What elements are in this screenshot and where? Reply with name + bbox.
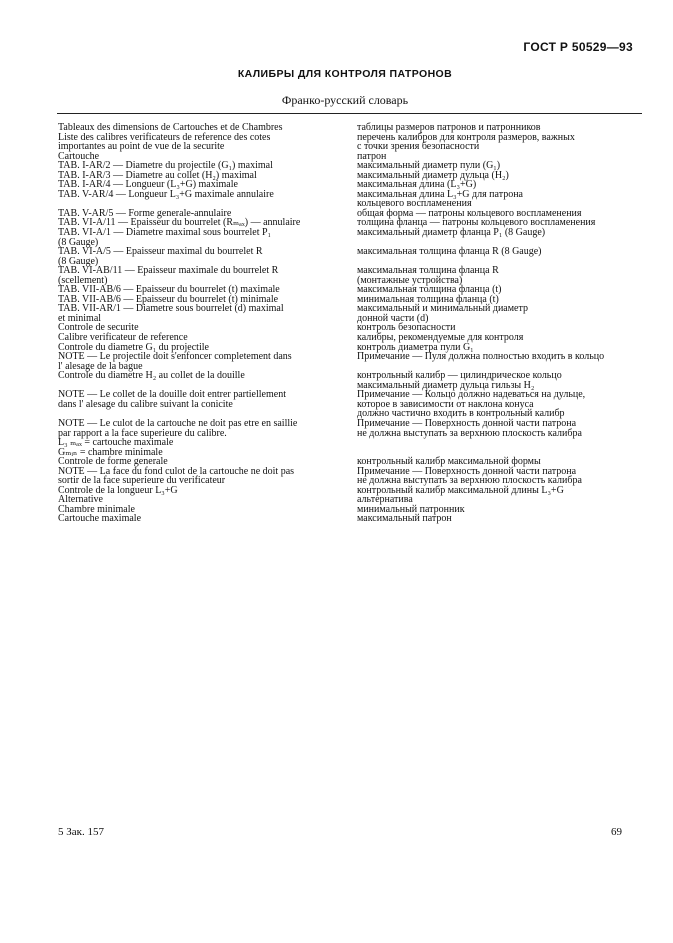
russian-term: толщина фланца — патроны кольцевого воспламенения	[357, 217, 596, 229]
french-term: Controle du diametre G₁ du projectile	[58, 341, 209, 353]
russian-term: Примечание — Кольцо должно надеваться на дульце,	[357, 389, 586, 401]
russian-term: контрольный калибр максимальной формы	[357, 456, 541, 468]
page-number: 69	[611, 826, 622, 838]
russian-term: должно частично входить в контрольный калибр	[357, 408, 565, 420]
russian-term: общая форма — патроны кольцевого воспламенения	[357, 207, 582, 219]
french-term: (8 Gauge)	[58, 236, 99, 248]
russian-term: максимальный диаметр фланца P₁ (8 Gauge)	[357, 227, 546, 239]
russian-term: патрон	[357, 150, 387, 162]
french-term: TAB. I-AR/4 — Longueur (L₃+G) maximale	[58, 179, 238, 191]
french-term: TAB. VII-AB/6 — Epaisseur du bourrelet (t) maximale	[58, 284, 280, 296]
french-term: Controle de la longueur L₃+G	[58, 484, 178, 496]
french-term: (8 Gauge)	[58, 255, 99, 267]
russian-term: минимальный патронник	[357, 503, 465, 515]
french-term: TAB. I-AR/2 — Diametre du projectile (G₁) maximal	[58, 160, 273, 172]
french-term: L₃ ₘₐₓ = cartouche maximale	[58, 437, 174, 449]
french-term: Cartouche	[58, 150, 100, 162]
french-term: Controle de securite	[58, 322, 139, 334]
russian-term: максимальный патрон	[357, 513, 452, 525]
russian-term: контроль диаметра пули G₁	[357, 341, 474, 353]
russian-term: максимальный диаметр дульца (H₂)	[357, 169, 509, 181]
french-term: TAB. VI-AB/11 — Epaisseur maximale du bourrelet R	[58, 265, 279, 277]
russian-term: максимальная длина (L₃+G)	[357, 179, 477, 191]
french-term: NOTE — Le projectile doit s'enfoncer completement dans	[58, 351, 292, 363]
french-term: l' alesage de la bague	[58, 360, 143, 372]
order-number: 5 Зак. 157	[58, 826, 104, 838]
standard-number: ГОСТ Р 50529—93	[523, 40, 633, 54]
french-term: TAB. VI-A/5 — Epaisseur maximal du bourrelet R	[58, 246, 263, 258]
russian-term: максимальная толщина фланца (t)	[357, 284, 502, 296]
russian-term: с точки зрения безопасности	[357, 141, 480, 153]
french-term: dans l' alesage du calibre suivant la conicite	[58, 398, 233, 410]
french-term: Gₘᵢₙ = chambre minimale	[58, 446, 163, 458]
page-title: КАЛИБРЫ ДЛЯ КОНТРОЛЯ ПАТРОНОВ	[237, 68, 453, 80]
russian-term: максимальный диаметр пули (G₁)	[357, 160, 501, 172]
russian-term	[357, 438, 657, 448]
russian-term: Примечание — Поверхность донной части патрона	[357, 465, 577, 477]
russian-term: альтернатива	[357, 494, 413, 506]
french-term: Liste des calibres verificateurs de reference des cotes	[58, 131, 271, 143]
french-column	[58, 123, 338, 524]
russian-term: Примечание — Поверхность донной части патрона	[357, 417, 577, 429]
divider	[57, 113, 642, 114]
russian-term: контрольный калибр максимальной длины L₃+G	[357, 484, 564, 496]
russian-term: максимальная длина L₃+G для патрона	[357, 188, 523, 200]
russian-term: максимальная толщина фланца R (8 Gauge)	[357, 246, 542, 258]
russian-term: Примечание — Пуля должна полностью входить в кольцо	[357, 351, 605, 363]
russian-term: калибры, рекомендуемые для контроля	[357, 332, 524, 344]
french-term: Chambre minimale	[58, 503, 135, 515]
russian-term: контрольный калибр — цилиндрическое кольцо	[357, 370, 562, 382]
russian-term: таблицы размеров патронов и патронников	[357, 122, 541, 133]
french-term: Calibre verificateur de reference	[58, 332, 188, 344]
french-term: NOTE — Le collet de la douille doit entrer partiellement	[58, 389, 286, 401]
french-term: TAB. VII-AB/6 — Epaisseur du bourrelet (t) minimale	[58, 293, 279, 305]
russian-term: которое в зависимости от наклона конуса	[357, 398, 534, 410]
french-term: TAB. V-AR/5 — Forme generale-annulaire	[58, 207, 232, 219]
russian-term: не должна выступать за верхнюю плоскость калибра	[357, 475, 582, 487]
french-term: TAB. VI-A/11 — Epaisseur du bourrelet (Rₘₐₓ) — annulaire	[58, 217, 301, 229]
french-term: Controle de forme generale	[58, 456, 168, 468]
russian-term: кольцевого воспламенения	[357, 198, 472, 210]
russian-term: перечень калибров для контроля размеров, важных	[357, 131, 575, 143]
french-term: importantes au point de vue de la securite	[58, 141, 225, 153]
russian-term: контроль безопасности	[357, 322, 456, 334]
page-subtitle: Франко-русский словарь	[281, 93, 409, 107]
french-term: Tableaux des dimensions de Cartouches et de Chambres	[58, 122, 283, 133]
french-term: et minimal	[58, 312, 102, 324]
french-term: NOTE — Le culot de la cartouche ne doit pas etre en saillie	[58, 417, 298, 429]
russian-column	[357, 123, 657, 524]
russian-term: максимальная толщина фланца R	[357, 265, 499, 277]
russian-term: максимальный и минимальный диаметр	[357, 303, 528, 315]
french-term: TAB. VII-AR/1 — Diametre sous bourrelet (d) maximal	[58, 303, 284, 315]
russian-term: минимальная толщина фланца (t)	[357, 293, 499, 305]
french-term: (scellement)	[58, 274, 108, 286]
russian-term: донной части (d)	[357, 312, 429, 324]
russian-term: (монтажные устройства)	[357, 274, 463, 286]
french-term: par rapport a la face superieure du calibre.	[58, 427, 227, 439]
french-term: Cartouche maximale	[58, 513, 142, 525]
russian-term: максимальный диаметр дульца гильзы H₂	[357, 379, 535, 391]
french-term: Controle du diametre H₂ au collet de la douille	[58, 370, 245, 382]
french-term: TAB. V-AR/4 — Longueur L₃+G maximale annulaire	[58, 188, 274, 200]
russian-term: не должна выступать за верхнюю плоскость калибра	[357, 427, 582, 439]
french-term: Alternative	[58, 494, 103, 506]
french-term: sortir de la face superieure du verificateur	[58, 475, 226, 487]
french-term: TAB. I-AR/3 — Diametre au collet (H₂) maximal	[58, 169, 257, 181]
french-term: TAB. VI-A/1 — Diametre maximal sous bourrelet P₁	[58, 227, 272, 239]
french-term: NOTE — La face du fond culot de la cartouche ne doit pas	[58, 465, 295, 477]
